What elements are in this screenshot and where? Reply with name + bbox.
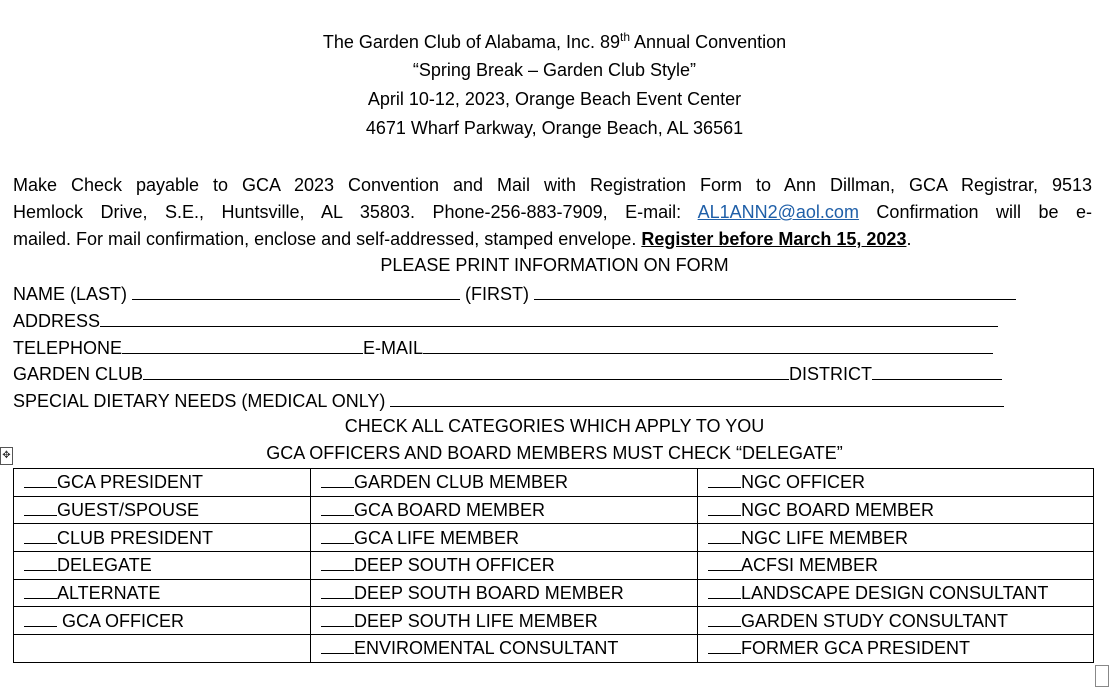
dietary-row (13, 389, 1004, 412)
categories-table (13, 468, 1094, 663)
category-checkbox-blank[interactable] (24, 527, 57, 544)
category-cell (698, 524, 1094, 552)
category-checkbox-blank[interactable] (24, 499, 57, 516)
dietary-label: SPECIAL DIETARY NEEDS (MEDICAL ONLY) (13, 391, 386, 411)
category-checkbox-blank[interactable] (708, 582, 741, 599)
garden-club-label: GARDEN CLUB (13, 364, 144, 384)
categories-subheading: GCA OFFICERS AND BOARD MEMBERS MUST CHECK “DELEGATE” (266, 443, 843, 463)
instructions-line-2-end: Confirmation will be e- (858, 202, 1092, 222)
category-checkbox-blank[interactable] (24, 582, 57, 599)
category-label: GCA OFFICER (62, 610, 185, 631)
title-suffix: Annual Convention (630, 32, 787, 52)
name-row (13, 282, 1016, 305)
category-checkbox-blank[interactable] (708, 499, 741, 516)
instructions-line-1: Make Check payable to GCA 2023 Convention and Mail with Registration Form to Ann Dillman, GCA Registrar, 9513 (13, 175, 1092, 195)
category-label: ENVIROMENTAL CONSULTANT (354, 638, 619, 659)
category-cell (698, 469, 1094, 497)
category-label: LANDSCAPE DESIGN CONSULTANT (741, 583, 1049, 604)
category-cell (698, 635, 1094, 663)
category-label: GARDEN CLUB MEMBER (354, 472, 569, 493)
table-row (14, 579, 1094, 607)
category-cell (311, 496, 698, 524)
category-cell (14, 469, 311, 497)
name-last-field[interactable] (132, 282, 460, 300)
category-checkbox-blank[interactable] (321, 610, 354, 627)
category-cell (311, 635, 698, 663)
category-checkbox-blank[interactable] (24, 471, 57, 488)
instructions-line-3 (13, 226, 1092, 253)
category-cell (311, 552, 698, 580)
category-label: CLUB PRESIDENT (57, 527, 214, 548)
category-label: GARDEN STUDY CONSULTANT (741, 610, 1009, 631)
category-checkbox-blank[interactable] (321, 527, 354, 544)
category-checkbox-blank[interactable] (708, 554, 741, 571)
convention-address: 4671 Wharf Parkway, Orange Beach, AL 36561 (365, 118, 744, 138)
category-label: GCA BOARD MEMBER (354, 500, 546, 521)
category-label: ACFSI MEMBER (741, 555, 879, 576)
category-cell (698, 607, 1094, 635)
instructions-line-2-text: Hemlock Drive, S.E., Huntsville, AL 35803. Phone-256-883-7909, E-mail: (13, 202, 698, 222)
category-checkbox-blank[interactable] (708, 610, 741, 627)
telephone-field[interactable] (122, 336, 363, 354)
name-first-field[interactable] (534, 282, 1016, 300)
category-label: DEEP SOUTH LIFE MEMBER (354, 610, 598, 631)
category-label: ALTERNATE (57, 583, 161, 604)
category-cell (311, 579, 698, 607)
category-label: GCA PRESIDENT (57, 472, 204, 493)
table-row (14, 552, 1094, 580)
category-cell (311, 524, 698, 552)
dietary-field[interactable] (390, 389, 1004, 407)
name-last-label: NAME (LAST) (13, 284, 128, 304)
table-row (14, 469, 1094, 497)
category-cell (698, 579, 1094, 607)
title-superscript: th (620, 30, 631, 44)
registrar-email-link[interactable]: AL1ANN2@aol.com (697, 202, 859, 222)
category-checkbox-blank[interactable] (24, 554, 57, 571)
category-label: DEEP SOUTH OFFICER (354, 555, 555, 576)
category-checkbox-blank[interactable] (321, 637, 354, 654)
email-field[interactable] (423, 336, 993, 354)
register-deadline: Register before March 15, 2023 (641, 229, 907, 249)
category-checkbox-blank[interactable] (708, 527, 741, 544)
address-field[interactable] (100, 309, 998, 327)
category-checkbox-blank[interactable] (708, 637, 741, 654)
name-first-label: (FIRST) (465, 284, 530, 304)
convention-dates: April 10-12, 2023, Orange Beach Event Center (367, 89, 742, 109)
table-row (14, 607, 1094, 635)
category-label: GCA LIFE MEMBER (354, 527, 520, 548)
category-cell (14, 524, 311, 552)
garden-club-field[interactable] (143, 362, 789, 380)
category-label: GUEST/SPOUSE (57, 500, 200, 521)
category-checkbox-blank[interactable] (708, 471, 741, 488)
category-checkbox-blank[interactable] (24, 610, 57, 627)
category-cell (14, 579, 311, 607)
category-cell (698, 552, 1094, 580)
category-cell (698, 496, 1094, 524)
category-checkbox-blank[interactable] (321, 471, 354, 488)
categories-heading: CHECK ALL CATEGORIES WHICH APPLY TO YOU (344, 416, 765, 436)
category-label: FORMER GCA PRESIDENT (741, 638, 971, 659)
print-notice: PLEASE PRINT INFORMATION ON FORM (380, 255, 729, 275)
convention-theme: “Spring Break – Garden Club Style” (412, 60, 697, 80)
district-field[interactable] (872, 362, 1002, 380)
email-label: E-MAIL (363, 338, 424, 358)
category-label: DEEP SOUTH BOARD MEMBER (354, 583, 624, 604)
category-cell (14, 607, 311, 635)
text-cursor (1093, 608, 1094, 634)
instructions-period: . (906, 229, 912, 249)
title-text: The Garden Club of Alabama, Inc. 89 (322, 32, 621, 52)
telephone-row (13, 336, 993, 359)
table-resize-handle[interactable] (1095, 665, 1109, 687)
category-label: NGC LIFE MEMBER (741, 527, 909, 548)
table-row (14, 496, 1094, 524)
category-cell (14, 552, 311, 580)
telephone-label: TELEPHONE (13, 338, 123, 358)
convention-title (0, 30, 1109, 53)
category-checkbox-blank[interactable] (321, 499, 354, 516)
category-cell (14, 496, 311, 524)
instructions-line-3-text: mailed. For mail confirmation, enclose and self-addressed, stamped envelope. (13, 229, 642, 249)
garden-club-row (13, 362, 1002, 385)
category-label: DELEGATE (57, 555, 152, 576)
address-label: ADDRESS (13, 311, 101, 331)
category-checkbox-blank[interactable] (321, 582, 354, 599)
table-move-handle[interactable]: ✥ (0, 447, 13, 465)
district-label: DISTRICT (789, 364, 873, 384)
table-row (14, 524, 1094, 552)
category-cell (311, 607, 698, 635)
category-cell (14, 635, 311, 663)
category-label: NGC BOARD MEMBER (741, 500, 935, 521)
instructions-line-2 (13, 199, 1092, 226)
table-row (14, 635, 1094, 663)
category-label: NGC OFFICER (741, 472, 865, 493)
category-checkbox-blank[interactable] (321, 554, 354, 571)
address-row (13, 309, 998, 332)
category-cell (311, 469, 698, 497)
instructions-paragraph (13, 172, 1092, 253)
